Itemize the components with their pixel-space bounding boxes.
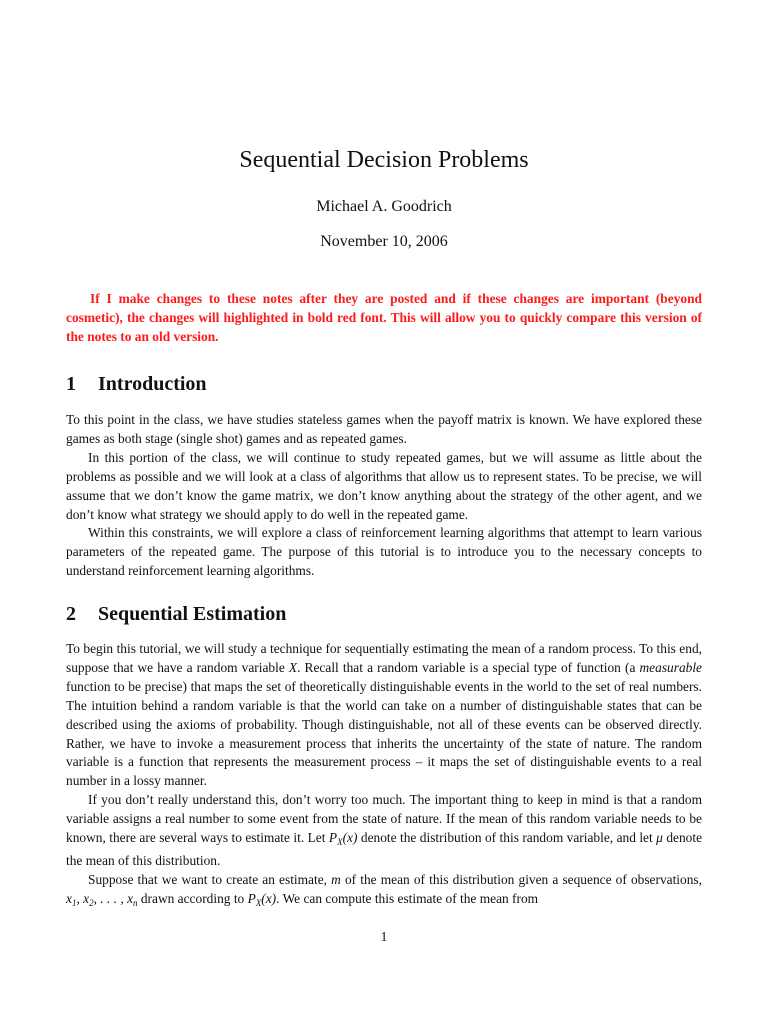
math-symbol: P [247, 890, 256, 906]
section-heading-sequential-estimation [66, 601, 286, 627]
math-distribution [248, 891, 277, 906]
section-title: Sequential Estimation [98, 603, 287, 625]
text-run: . We can compute this estimate of the mean from [276, 890, 539, 906]
text-run: denote the mean of this distribution. [66, 830, 703, 868]
math-subscript: n [133, 897, 138, 908]
math-subscript: X [255, 897, 262, 908]
paper-title: Sequential Decision Problems [239, 147, 529, 173]
text-run: drawn according to [137, 890, 248, 906]
paper-author: Michael A. Goodrich [316, 198, 452, 215]
revision-notice: If I make changes to these notes after they are posted and if these changes are important (beyond cosmetic), the changes will highlighted in bold red font. This will allow you to quickly compare this version of the notes to an old version. [66, 291, 702, 344]
section-title: Introduction [98, 373, 207, 395]
math-variable: m [331, 871, 341, 887]
paragraph [66, 871, 702, 913]
math-symbol: , x [76, 890, 90, 906]
paragraph: To this point in the class, we have studies stateless games when the payoff matrix is known. We have explored these games as both stage (single shot) games and as repeated games. [66, 412, 702, 446]
section-heading-introduction [66, 371, 207, 397]
math-variable: X [288, 659, 298, 675]
page-number: 1 [380, 929, 388, 944]
math-symbol: x [66, 890, 72, 906]
text-run: To begin this tutorial, we will study a technique for sequentially estimating the mean of a random process. To this end, suppose that we have a random variable [66, 641, 702, 675]
paragraph: In this portion of the class, we will continue to study repeated games, but we will assume as little about the problems as possible and we will look at a class of algorithms that allow us to represent states. To be precise, we will assume that we don’t know the game matrix, we don’t know anything about the strategy of the other agent, and we don’t know what strategy we should apply to do well in the repeated game. [66, 449, 702, 522]
section-number: 2 [66, 603, 76, 625]
math-distribution [328, 830, 358, 848]
math-sequence [66, 891, 138, 906]
text-run: function to be precise) that maps the set of theoretically distinguishable events in the world to the set of real numbers. The intuition behind a random variable is that the world can take on a number of distinguishable states that can be described using the axioms of probability. Though distinguishable, not all of these events can be observed directly. Rather, we have to invoke a measurement process that inherits the uncertainty of the state of nature. The random variable is a function that represents the measurement process – it maps the set of distinguishable events to a real number in a lossy manner. [66, 678, 702, 789]
math-subscript: 1 [71, 897, 77, 908]
sequential-estimation-body [66, 640, 702, 913]
math-argument: (x) [342, 830, 358, 846]
section-number: 1 [66, 373, 76, 395]
paragraph: Within this constraints, we will explore a class of reinforcement learning algorithms that attempt to learn various parameters of the repeated game. The purpose of this tutorial is to introduce you to the necessary concepts to understand reinforcement learning algorithms. [66, 525, 702, 579]
math-symbol: , . . . , x [93, 890, 134, 906]
text-run: . Recall that a random variable is a special type of function (a [297, 659, 640, 675]
math-argument: (x) [261, 890, 277, 906]
text-run: If you don’t really understand this, don’t worry too much. The important thing to keep in mind is that a random variable assigns a real number to some event from the state of nature. If the mean of this random variable needs to be known, there are several ways to estimate it. Let [66, 792, 702, 846]
text-run: Suppose that we want to create an estimate, [88, 871, 332, 887]
math-subscript: 2 [89, 897, 94, 908]
math-subscript: X [337, 837, 343, 848]
paper-date: November 10, 2006 [320, 233, 448, 250]
paragraph [66, 791, 702, 871]
emphasis: measurable [639, 659, 702, 675]
text-run: denote the distribution of this random variable, and let [357, 830, 657, 846]
math-variable: μ [656, 830, 663, 846]
paragraph [66, 640, 702, 791]
text-run: of the mean of this distribution given a sequence of observations, [340, 871, 702, 887]
introduction-body [66, 411, 702, 581]
math-symbol: P [328, 830, 338, 846]
